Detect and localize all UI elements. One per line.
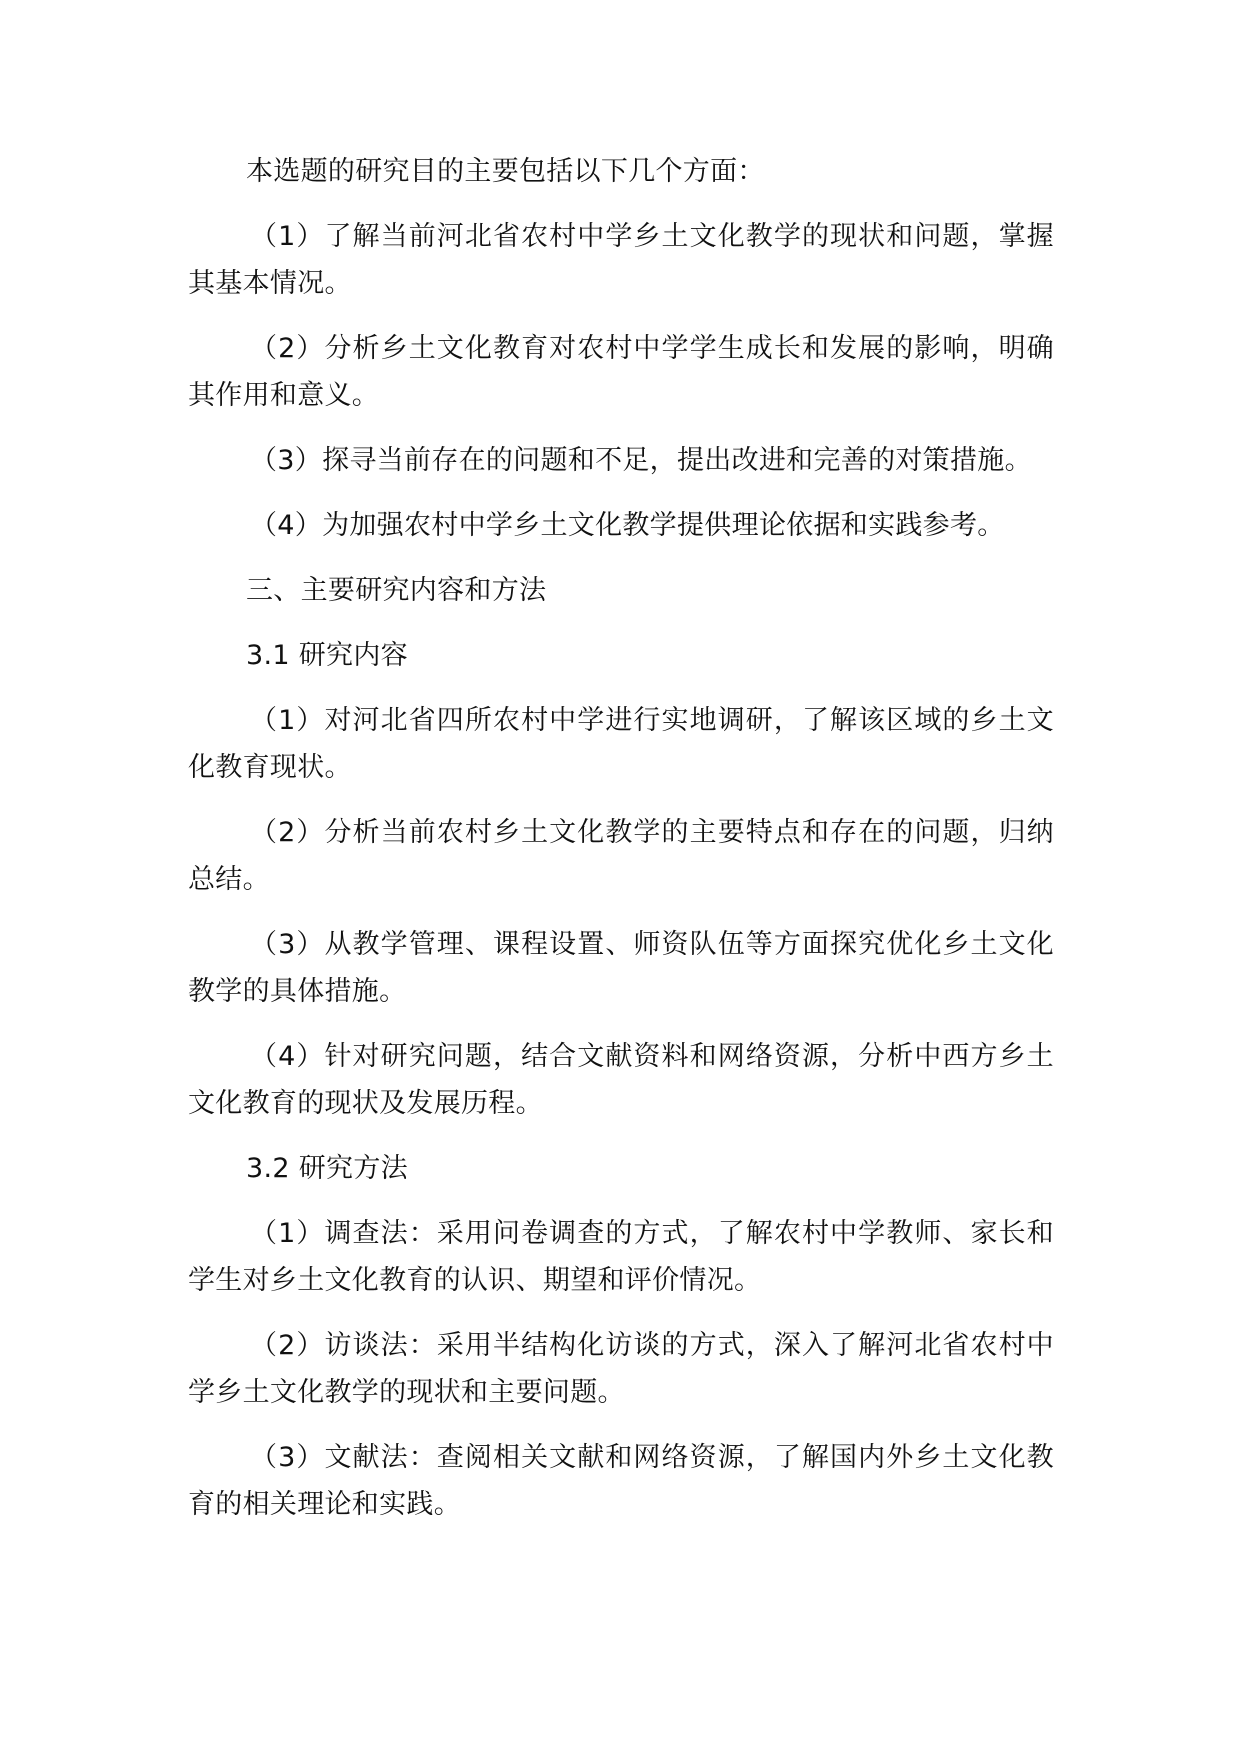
list-item-content-4: （4）针对研究问题，结合文献资料和网络资源，分析中西方乡土文化教育的现状及发展历程。 (188, 1041, 1054, 1119)
list-item-method-3: （3）文献法：查阅相关文献和网络资源，了解国内外乡土文化教育的相关理论和实践。 (188, 1442, 1054, 1520)
list-item-purpose-3: （3）探寻当前存在的问题和不足，提出改进和完善的对策措施。 (250, 445, 1032, 476)
list-item-purpose-2: （2）分析乡土文化教育对农村中学学生成长和发展的影响，明确其作用和意义。 (188, 333, 1054, 411)
list-item-content-1: （1）对河北省四所农村中学进行实地调研，了解该区域的乡土文化教育现状。 (188, 705, 1054, 783)
paragraph-intro: 本选题的研究目的主要包括以下几个方面： (246, 156, 765, 187)
list-item-purpose-4: （4）为加强农村中学乡土文化教学提供理论依据和实践参考。 (250, 510, 1005, 541)
list-item-method-2: （2）访谈法：采用半结构化访谈的方式，深入了解河北省农村中学乡土文化教学的现状和主要问题。 (188, 1330, 1054, 1408)
list-item-method-1: （1）调查法：采用问卷调查的方式，了解农村中学教师、家长和学生对乡土文化教育的认识、期望和评价情况。 (188, 1218, 1054, 1296)
section-heading-3: 三、主要研究内容和方法 (246, 575, 547, 606)
subsection-heading-3-2: 3.2 研究方法 (246, 1153, 408, 1184)
list-item-purpose-1: （1）了解当前河北省农村中学乡土文化教学的现状和问题，掌握其基本情况。 (188, 221, 1054, 299)
document-body (188, 148, 1054, 1546)
list-item-content-2: （2）分析当前农村乡土文化教学的主要特点和存在的问题，归纳总结。 (188, 817, 1054, 895)
subsection-heading-3-1: 3.1 研究内容 (246, 640, 408, 671)
list-item-content-3: （3）从教学管理、课程设置、师资队伍等方面探究优化乡土文化教学的具体措施。 (188, 929, 1054, 1007)
